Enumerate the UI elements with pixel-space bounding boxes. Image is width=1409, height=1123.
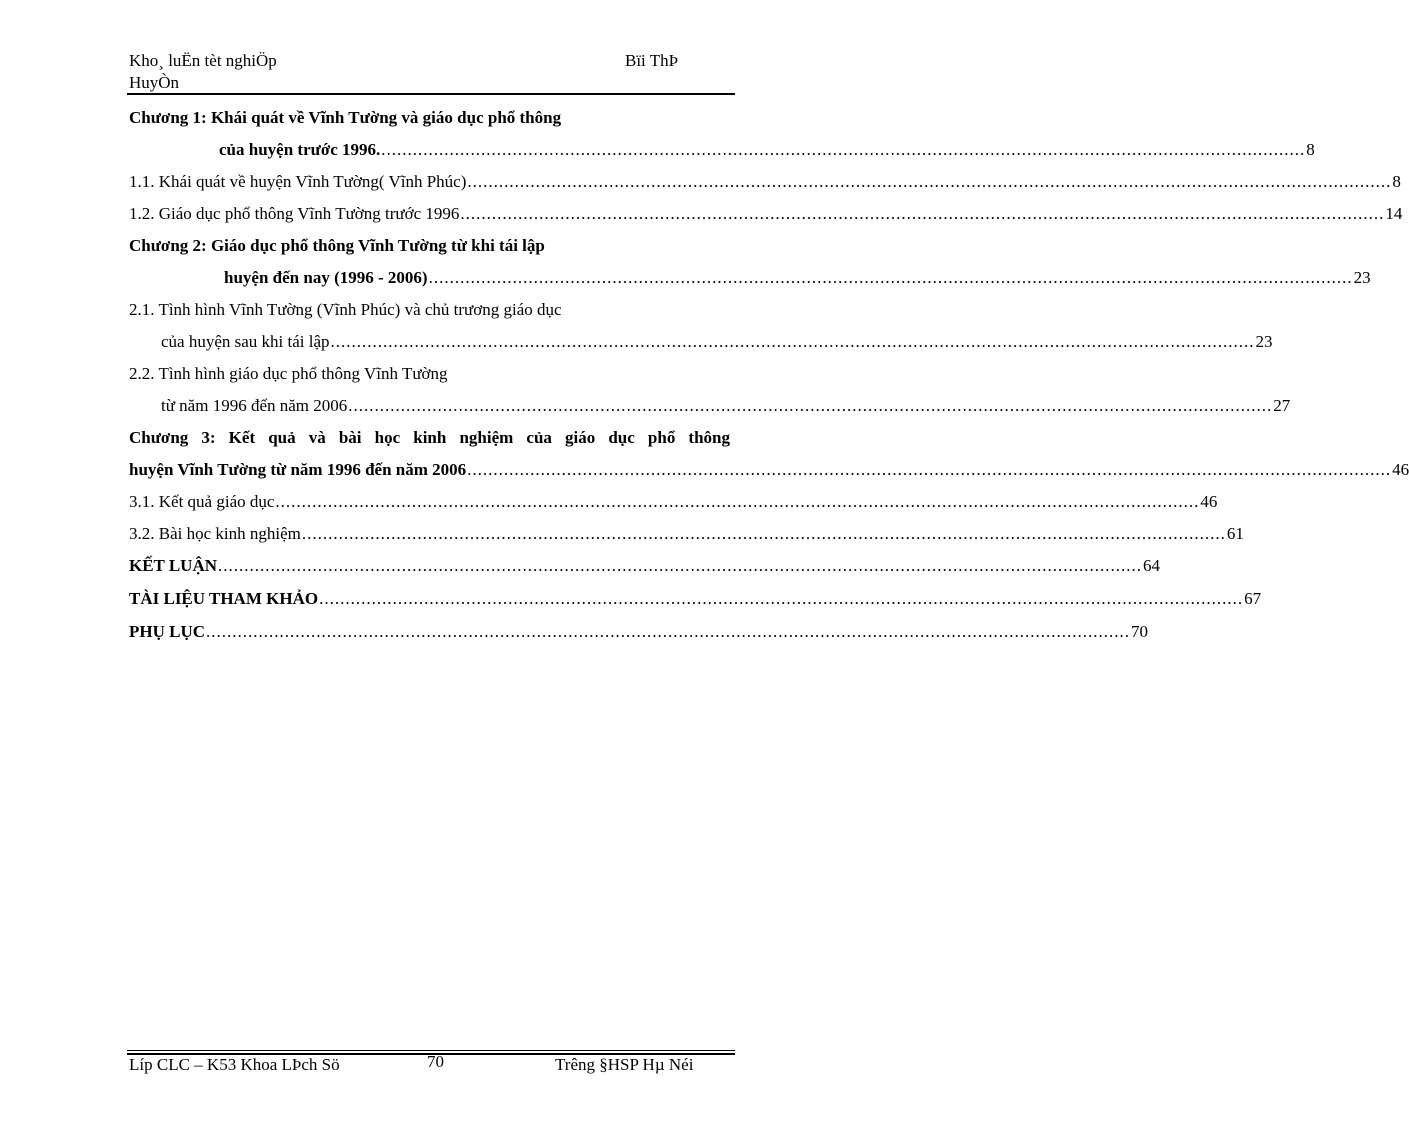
dot-leader: ................................................................................................................................................................................ (301, 524, 1226, 543)
toc-page-number: 23 (1255, 332, 1273, 351)
toc-entry-2-1[interactable] (129, 330, 1273, 354)
toc-entry-title: huyện Vĩnh Tường từ năm 1996 đến năm 2006 (129, 460, 467, 479)
toc-entry-title: từ năm 1996 đến năm 2006 (161, 396, 348, 415)
dot-leader: ................................................................................................................................................................................ (381, 140, 1306, 159)
toc-entry-tai-lieu[interactable] (129, 587, 1262, 611)
toc-entry-2-2-line1: 2.2. Tình hình giáo dục phổ thông Vĩnh Tường (129, 364, 448, 383)
toc-entry-chapter-3[interactable] (129, 458, 1409, 482)
toc-page-number: 67 (1244, 589, 1262, 608)
dot-leader: ................................................................................................................................................................................ (275, 492, 1200, 511)
toc-page-number: 61 (1226, 524, 1244, 543)
toc-entry-title: của huyện sau khi tái lập (161, 332, 330, 351)
footer-right: Trêng §HSP Hµ Néi (555, 1055, 694, 1074)
toc-entry-chapter-2[interactable] (129, 266, 1371, 290)
toc-entry-ket-luan[interactable] (129, 554, 1161, 578)
header-divider (127, 93, 735, 95)
dot-leader: ................................................................................................................................................................................ (467, 172, 1392, 191)
toc-page-number: 23 (1353, 268, 1371, 287)
toc-chapter-3-heading: Chương 3: Kết quả và bài học kinh nghiệm của giáo dục phổ thông (129, 428, 730, 447)
toc-page-number: 64 (1143, 556, 1161, 575)
toc-entry-title: huyện đến nay (1996 - 2006) (224, 268, 428, 287)
dot-leader: ................................................................................................................................................................................ (467, 460, 1392, 479)
header-left (129, 50, 449, 94)
toc-entry-title: PHỤ LỤC (129, 622, 206, 641)
toc-entry-title: của huyện trước 1996. (219, 140, 381, 159)
toc-entry-phu-luc[interactable] (129, 620, 1149, 644)
header-right: Bïi ThÞ (625, 51, 679, 70)
toc-page-number: 70 (1131, 622, 1149, 641)
toc-chapter-1-heading: Chương 1: Khái quát về Vĩnh Tường và giáo dục phổ thông (129, 108, 562, 127)
dot-leader: ................................................................................................................................................................................ (319, 589, 1244, 608)
dot-leader: ................................................................................................................................................................................ (206, 622, 1131, 641)
toc-page-number: 8 (1306, 140, 1315, 159)
toc-page-number: 8 (1392, 172, 1401, 191)
toc-page-number: 27 (1273, 396, 1291, 415)
toc-entry-3-1[interactable] (129, 490, 1218, 514)
dot-leader: ................................................................................................................................................................................ (348, 396, 1273, 415)
toc-entry-2-2[interactable] (129, 394, 1291, 418)
toc-entry-1-2[interactable] (129, 202, 1403, 226)
toc-entry-title: 3.1. Kết quả giáo dục (129, 492, 275, 511)
toc-entry-2-1-line1: 2.1. Tình hình Vĩnh Tường (Vĩnh Phúc) và chủ trương giáo dục (129, 300, 562, 319)
toc-page-number: 46 (1392, 460, 1409, 479)
footer-left: Líp CLC – K53 Khoa LÞch Sö (129, 1055, 340, 1074)
toc-chapter-2-heading: Chương 2: Giáo dục phổ thông Vĩnh Tường từ khi tái lập (129, 236, 545, 255)
dot-leader: ................................................................................................................................................................................ (428, 268, 1353, 287)
dot-leader: ................................................................................................................................................................................ (330, 332, 1255, 351)
toc-entry-1-1[interactable] (129, 170, 1401, 194)
toc-entry-title: TÀI LIỆU THAM KHẢO (129, 589, 319, 608)
toc-entry-chapter-1[interactable] (129, 138, 1315, 162)
toc-entry-3-2[interactable] (129, 522, 1244, 546)
dot-leader: ................................................................................................................................................................................ (218, 556, 1143, 575)
toc-entry-title: 1.1. Khái quát về huyện Vĩnh Tường( Vĩnh Phúc) (129, 172, 467, 191)
header-left-line1: Kho¸ luËn tèt nghiÖp (129, 51, 277, 70)
dot-leader: ................................................................................................................................................................................ (460, 204, 1385, 223)
toc-entry-title: 1.2. Giáo dục phổ thông Vĩnh Tường trước 1996 (129, 204, 460, 223)
footer-page-number: 70 (427, 1052, 444, 1071)
toc-entry-title: KẾT LUẬN (129, 556, 218, 575)
page-footer (129, 1054, 729, 1080)
toc-page-number: 46 (1200, 492, 1218, 511)
toc-entry-title: 3.2. Bài học kinh nghiệm (129, 524, 301, 543)
toc-page-number: 14 (1385, 204, 1403, 223)
header-left-line2: HuyÒn (129, 73, 180, 92)
